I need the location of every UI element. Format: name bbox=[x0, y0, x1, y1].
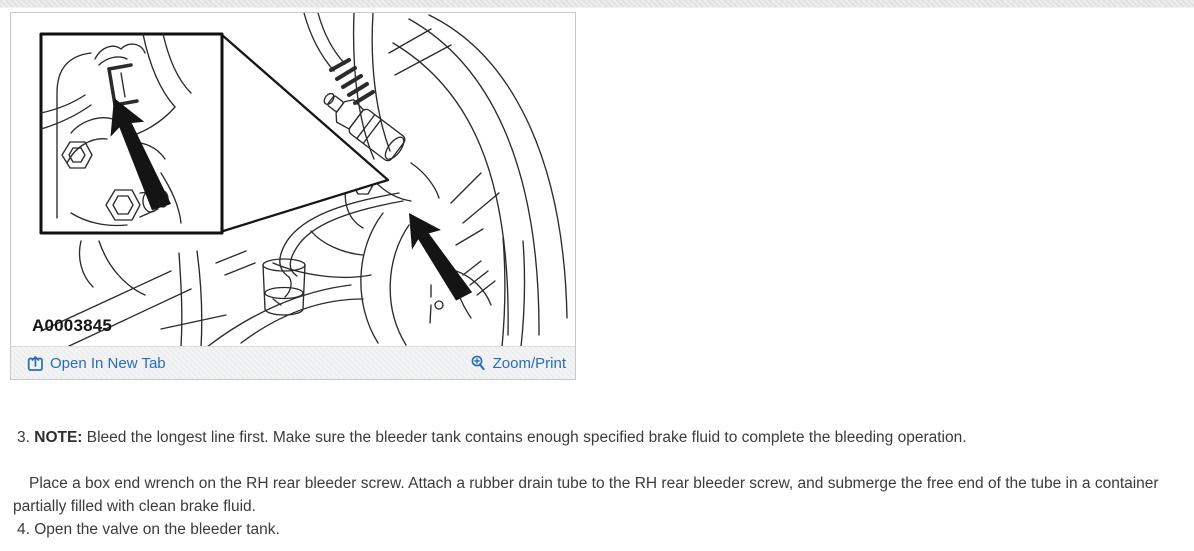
page-top-strip bbox=[0, 0, 1194, 8]
main-pointer-arrow bbox=[394, 203, 479, 306]
figure-panel bbox=[10, 12, 576, 380]
instruction-text-block bbox=[13, 426, 1186, 541]
figure-footer-bar bbox=[11, 346, 575, 379]
diagram-container bbox=[11, 13, 575, 347]
zoom-print-link[interactable] bbox=[469, 354, 566, 372]
wheel-arch-arcs bbox=[393, 15, 567, 347]
zoom-print-label: Zoom/Print bbox=[492, 354, 566, 372]
step-3-paragraph: Place a box end wrench on the RH rear bleeder screw. Attach a rubber drain tube to the RH rear bleeder screw, and submerge the free end of the tube in a container partially filled with clean brake fluid. bbox=[13, 475, 1159, 515]
brake-hose bbox=[304, 13, 373, 103]
open-in-new-tab-link[interactable] bbox=[27, 355, 166, 372]
step-3-text: Bleed the longest line first. Make sure the bleeder tank contains enough specified brake fluid to complete the bleeding operation. bbox=[82, 429, 967, 446]
open-in-new-tab-label: Open In New Tab bbox=[50, 354, 166, 372]
step-4-line bbox=[17, 518, 1186, 541]
brake-bleeder-diagram bbox=[11, 13, 575, 347]
note-label: NOTE: bbox=[34, 429, 83, 446]
step-4-text: Open the valve on the bleeder tank. bbox=[29, 521, 280, 538]
magnifier-plus-icon bbox=[469, 354, 487, 372]
callout-wedge bbox=[220, 35, 388, 232]
step-3-number: 3. bbox=[17, 429, 30, 446]
image-id-label: A0003845 bbox=[32, 316, 113, 335]
step-3-note-line bbox=[17, 426, 1186, 449]
open-in-new-tab-icon bbox=[27, 355, 44, 372]
step-4-number: 4. bbox=[17, 521, 30, 538]
